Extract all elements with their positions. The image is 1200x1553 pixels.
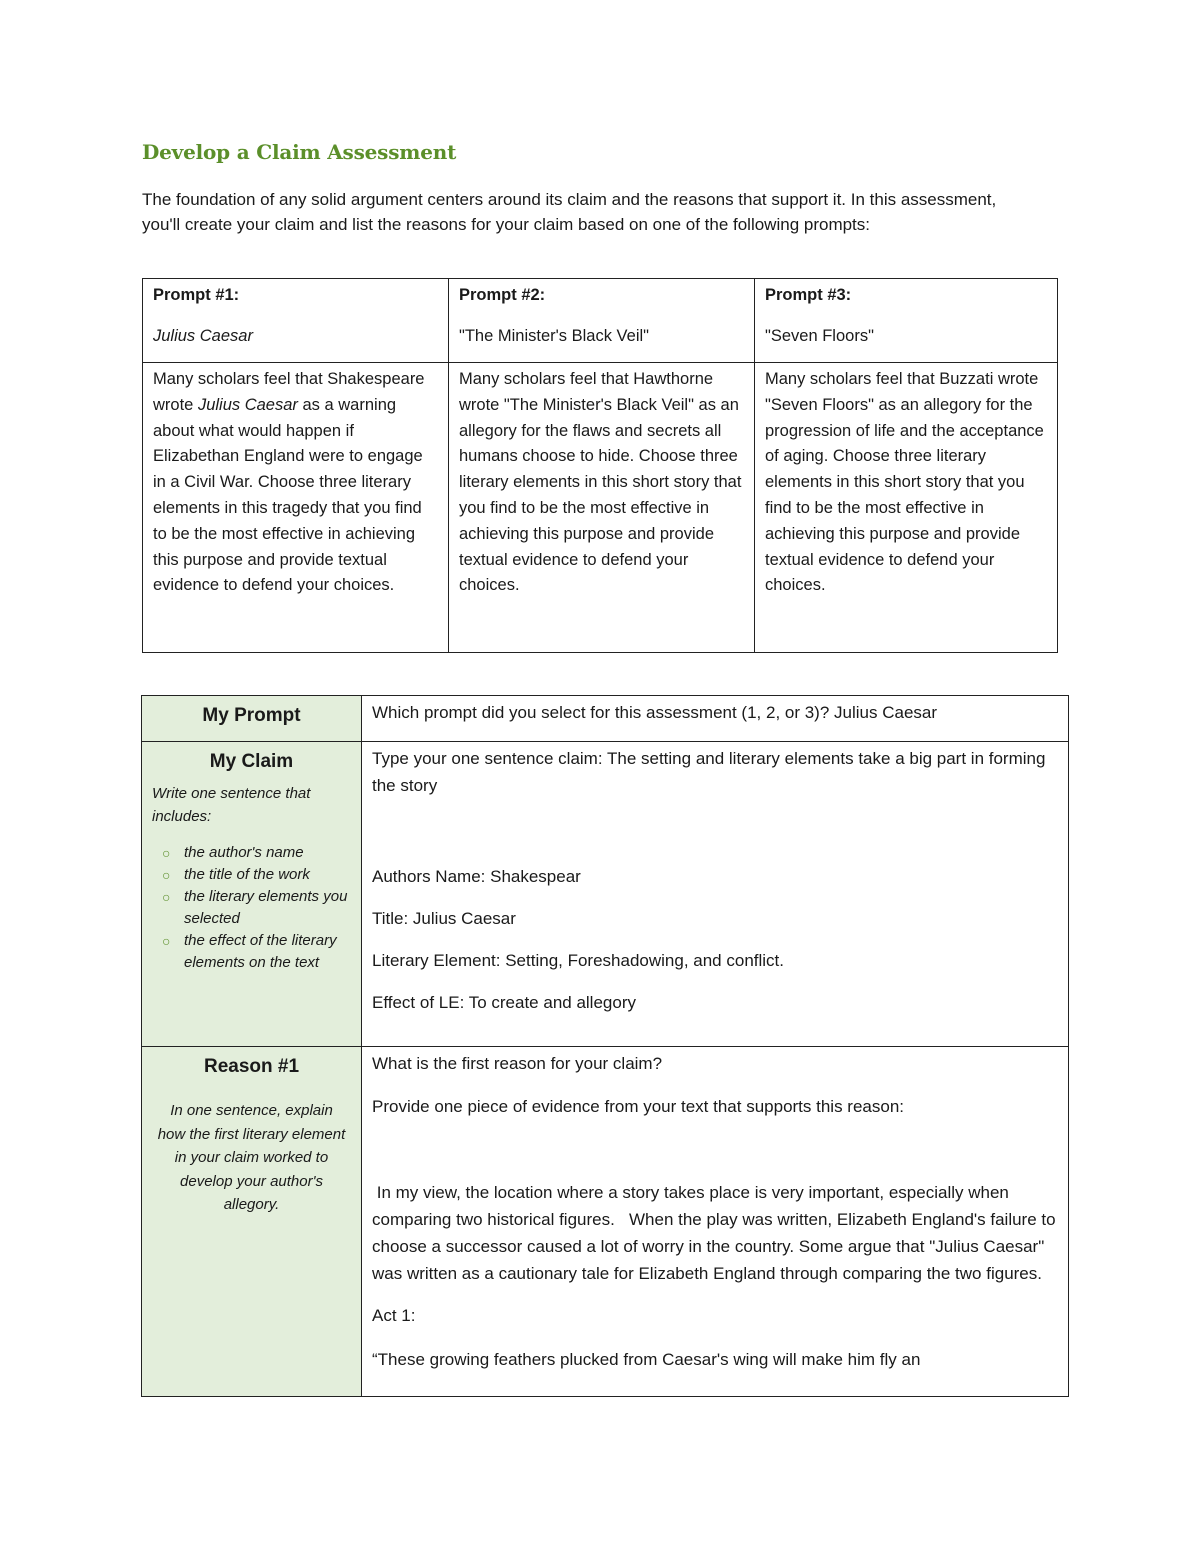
- prompt-1-body-work: Julius Caesar: [197, 395, 298, 414]
- list-item-text: the author's name: [184, 844, 304, 861]
- reason-1-act: Act 1:: [372, 1306, 416, 1325]
- claim-literary-element: Literary Element: Setting, Foreshadowing, and conflict.: [372, 951, 784, 970]
- reason-1-evidence-prompt: Provide one piece of evidence from your text that supports this reason:: [372, 1097, 905, 1116]
- list-item: [162, 842, 361, 864]
- my-claim-answer-cell[interactable]: [362, 741, 1068, 1046]
- list-item-text: the effect of the literary elements on the text: [184, 932, 337, 971]
- reason-1-label: Reason #1: [203, 1056, 300, 1077]
- prompt-2-header: [448, 279, 754, 363]
- claim-author: Authors Name: Shakespear: [372, 867, 581, 886]
- prompt-2-work: "The Minister's Black Veil": [459, 326, 650, 345]
- reason-1-quote: “These growing feathers plucked from Caesar's wing will make him fly an: [372, 1350, 921, 1369]
- prompt-3-header: [754, 279, 1057, 363]
- prompt-1-work: Julius Caesar: [153, 326, 253, 345]
- my-prompt-label-cell: [142, 696, 362, 741]
- claim-sentence: Type your one sentence claim: The setting and literary elements take a big part in forming the story: [372, 749, 1046, 795]
- my-claim-label: My Claim: [209, 751, 294, 772]
- reason-1-label-cell: [142, 1046, 362, 1396]
- list-item: [162, 886, 361, 930]
- reason-1-answer-cell[interactable]: [362, 1046, 1068, 1396]
- my-prompt-answer: Which prompt did you select for this assessment (1, 2, or 3)? Julius Caesar: [372, 703, 938, 722]
- reason-1-question: What is the first reason for your claim?: [372, 1054, 663, 1073]
- list-item-text: the literary elements you selected: [184, 888, 348, 927]
- reason-1-answer: In my view, the location where a story takes place is very important, especially when comparing two historical figures. When the play was written, Elizabeth England's failure to choose a successor caused a lot of worry in the country. Some argue that "Julius Caesar" was written as a cautionary tale for Elizabeth England through comparing the two figures.: [372, 1183, 1061, 1283]
- prompt-2-label: Prompt #2:: [459, 286, 546, 304]
- prompt-1-body-rest: as a warning about what would happen if Elizabethan England were to engage in a Civil War. Choose three literary elements in this tragedy that you find to be the most effective in achieving this purpose and provide textual evidence to defend your choices.: [153, 395, 423, 595]
- circle-bullet-icon: ○: [162, 867, 171, 883]
- prompt-3-work: "Seven Floors": [765, 326, 874, 345]
- my-prompt-answer-cell[interactable]: [362, 696, 1068, 741]
- circle-bullet-icon: ○: [162, 845, 171, 861]
- circle-bullet-icon: ○: [162, 889, 171, 905]
- list-item: [162, 930, 361, 974]
- my-prompt-label: My Prompt: [202, 705, 301, 726]
- circle-bullet-icon: ○: [162, 933, 171, 949]
- prompt-1-body: [143, 363, 448, 652]
- prompt-2-body: Many scholars feel that Hawthorne wrote "The Minister's Black Veil" as an allegory for the flaws and secrets all humans choose to hide. Choose three literary elements in this short story that you find to be the most effective in achieving this purpose and provide textual evidence to defend your choices.: [448, 363, 754, 652]
- my-claim-label-cell: [142, 741, 362, 1046]
- list-item-text: the title of the work: [184, 866, 310, 883]
- reason-1-instruction: In one sentence, explain how the first literary element in your claim worked to develop your author's allegory.: [157, 1102, 346, 1213]
- intro-paragraph: The foundation of any solid argument centers around its claim and the reasons that support it. In this assessment, you'll create your claim and list the reasons for your claim based on one of the following prompts:: [142, 190, 997, 234]
- claim-title: Title: Julius Caesar: [372, 909, 516, 928]
- response-table: [141, 695, 1069, 1397]
- prompts-table: [142, 278, 1058, 653]
- prompt-1-header: [143, 279, 448, 363]
- prompt-1-label: Prompt #1:: [153, 286, 240, 304]
- my-claim-instruction: Write one sentence that includes:: [152, 785, 311, 825]
- prompt-3-body: Many scholars feel that Buzzati wrote "Seven Floors" as an allegory for the progression of life and the acceptance of aging. Choose three literary elements in this short story that you find to be the most effective in achieving this purpose and provide textual evidence to defend your choices.: [754, 363, 1057, 652]
- list-item: [162, 864, 361, 886]
- prompt-3-label: Prompt #3:: [765, 286, 852, 304]
- page-title: Develop a Claim Assessment: [142, 140, 457, 164]
- prompt-1-body-text: Many scholars feel that Shakespeare wrote: [153, 370, 425, 414]
- claim-effect: Effect of LE: To create and allegory: [372, 993, 636, 1012]
- claim-requirements-list: [142, 842, 361, 974]
